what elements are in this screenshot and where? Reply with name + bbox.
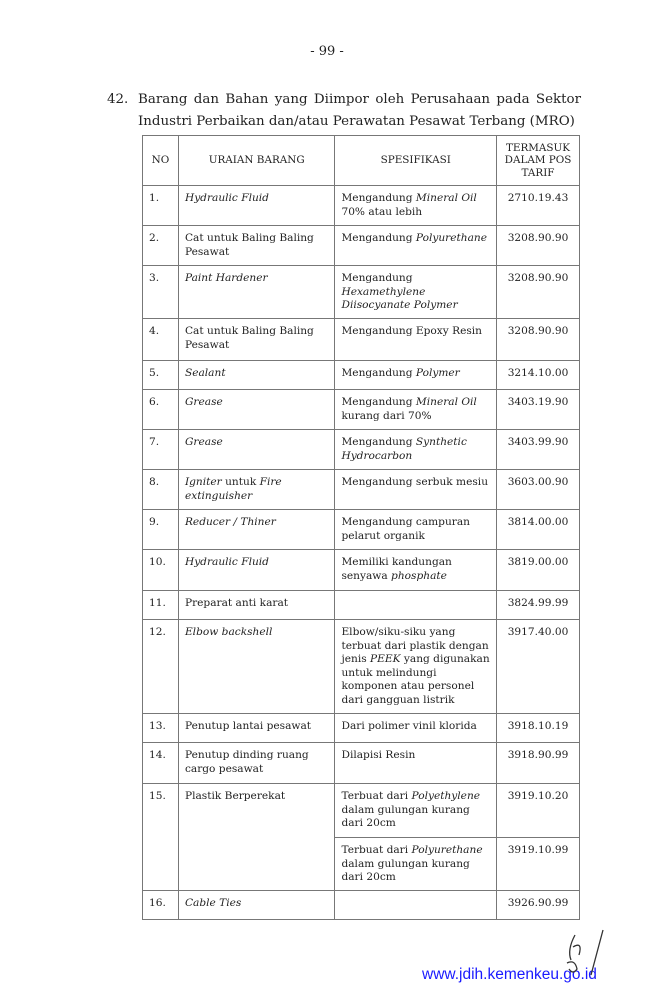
row-number: 2. [143,226,179,266]
item-description [178,714,335,743]
specification [335,743,497,784]
specification [335,430,497,470]
row-number: 8. [143,470,179,510]
specification [335,390,497,430]
tariff-code: 3814.00.00 [497,510,580,550]
header-spec: SPESIFIKASI [335,136,497,186]
table-row [143,470,580,510]
item-description [178,430,335,470]
item-text: Plastik Berperekat [184,790,286,802]
table-row [143,784,580,838]
tariff-code: 3919.10.99 [497,838,580,891]
specification [335,550,497,591]
spec-text: Mengandung [341,232,416,244]
specification [335,319,497,361]
item-text: Reducer / Thiner [184,516,276,528]
specification [335,838,497,891]
table-row [143,591,580,620]
spec-text: Mengandung [341,192,416,204]
table-row [143,714,580,743]
specification [335,620,497,714]
row-number: 12. [143,620,179,714]
item-text: Hydraulic Fluid [184,556,269,568]
table-row [143,319,580,361]
row-number: 13. [143,714,179,743]
spec-text: phosphate [391,569,447,582]
header-tariff: TERMASUK DALAM POS TARIF [497,136,580,186]
row-number: 7. [143,430,179,470]
item-text: Fire extinguisher [184,476,282,502]
item-text: Grease [184,396,223,408]
table-row [143,550,580,591]
item-description [178,550,335,591]
item-text: Sealant [184,367,226,379]
goods-table [142,135,580,920]
spec-text: Terbuat dari [341,790,412,802]
row-number: 11. [143,591,179,620]
spec-text: Polymer [415,367,460,379]
item-text: Cable Ties [184,897,242,909]
table-header-row [143,136,580,186]
specification [335,361,497,390]
specification [335,784,497,838]
tariff-code: 3403.19.90 [497,390,580,430]
item-text: Penutup dinding ruang cargo pesawat [184,749,309,775]
table-row [143,891,580,920]
item-text: Cat untuk Baling Baling Pesawat [184,232,314,258]
item-description [178,186,335,226]
table-row [143,430,580,470]
specification [335,591,497,620]
item-description [178,226,335,266]
spec-text: PEEK [370,653,401,665]
item-description [178,743,335,784]
spec-text: 70% atau lebih [341,205,423,218]
spec-text: Polyurethane [415,232,487,244]
row-number: 1. [143,186,179,226]
spec-text: Dilapisi Resin [341,749,416,761]
spec-text: Mineral Oil [415,396,477,408]
tariff-code: 3819.00.00 [497,550,580,591]
table-row [143,186,580,226]
spec-text: Mengandung campuran pelarut organik [341,516,470,542]
item-description [178,784,335,891]
specification [335,891,497,920]
tariff-code: 3926.90.99 [497,891,580,920]
tariff-code: 3208.90.90 [497,266,580,319]
spec-text: Dari polimer vinil klorida [341,720,477,732]
item-text: Cat untuk Baling Baling Pesawat [184,325,314,351]
spec-text: yang digunakan untuk melindungi komponen atau personel dari gangguan listrik [341,653,490,706]
item-description [178,591,335,620]
row-number: 14. [143,743,179,784]
specification [335,510,497,550]
item-text: Penutup lantai pesawat [184,720,312,732]
spec-text: Mengandung [341,367,416,379]
section-number: 42. [107,92,129,107]
item-description [178,620,335,714]
item-text: Elbow backshell [184,626,273,638]
spec-text: Terbuat dari [341,844,412,856]
row-number: 3. [143,266,179,319]
item-text: untuk [221,476,260,488]
table-row [143,510,580,550]
table-row [143,226,580,266]
spec-text: Polyurethane [411,844,483,856]
row-number: 10. [143,550,179,591]
signature-initials [555,925,625,985]
header-no: NO [143,136,179,186]
specification [335,714,497,743]
spec-text: Elbow/siku-siku yang terbuat dari plastik dengan jenis [341,626,489,665]
table-row [143,266,580,319]
item-text: Preparat anti karat [184,597,289,609]
spec-text: Mengandung [341,272,413,284]
item-text: Paint Hardener [184,272,268,284]
tariff-code: 3214.10.00 [497,361,580,390]
spec-text: Polyethylene [411,790,481,802]
tariff-code: 3403.99.90 [497,430,580,470]
tariff-code: 3917.40.00 [497,620,580,714]
tariff-code: 3919.10.20 [497,784,580,838]
tariff-code: 3603.00.90 [497,470,580,510]
item-description [178,510,335,550]
heading-line-1: Barang dan Bahan yang Diimpor oleh Perusahaan pada Sektor [138,92,581,107]
tariff-code: 3208.90.90 [497,319,580,361]
heading-line-2: Industri Perbaikan dan/atau Perawatan Pesawat Terbang (MRO) [138,114,575,129]
spec-text: Mengandung Epoxy Resin [341,325,483,337]
spec-text: kurang dari 70% [341,409,432,422]
footer-url[interactable]: www.jdih.kemenkeu.go.id [422,966,597,983]
tariff-code: 3208.90.90 [497,226,580,266]
item-description [178,361,335,390]
spec-text: dalam gulungan kurang dari 20cm [341,803,470,829]
item-description [178,390,335,430]
item-description [178,266,335,319]
page-number: - 99 - [310,44,344,59]
tariff-code: 2710.19.43 [497,186,580,226]
row-number: 6. [143,390,179,430]
specification [335,470,497,510]
specification [335,226,497,266]
table-row [143,620,580,714]
spec-text: Memiliki kandungan senyawa [341,556,452,582]
table-row [143,361,580,390]
item-description [178,470,335,510]
tariff-code: 3824.99.99 [497,591,580,620]
row-number: 9. [143,510,179,550]
spec-text: Hexamethylene Diisocyanate Polymer [341,285,458,311]
row-number: 4. [143,319,179,361]
item-text: Igniter [184,476,222,488]
row-number: 5. [143,361,179,390]
spec-text: Synthetic Hydrocarbon [341,436,467,462]
spec-text: Mengandung [341,436,416,448]
spec-text: Mengandung [341,396,416,408]
item-description [178,891,335,920]
spec-text: Mineral Oil [415,192,477,204]
table-row [143,743,580,784]
row-number: 15. [143,784,179,891]
header-item: URAIAN BARANG [178,136,335,186]
spec-text: Mengandung serbuk mesiu [341,476,489,488]
specification [335,186,497,226]
item-description [178,319,335,361]
item-text: Hydraulic Fluid [184,192,269,204]
tariff-code: 3918.10.19 [497,714,580,743]
row-number: 16. [143,891,179,920]
table-row [143,390,580,430]
item-text: Grease [184,436,223,448]
spec-text: dalam gulungan kurang dari 20cm [341,857,470,883]
specification [335,266,497,319]
tariff-code: 3918.90.99 [497,743,580,784]
